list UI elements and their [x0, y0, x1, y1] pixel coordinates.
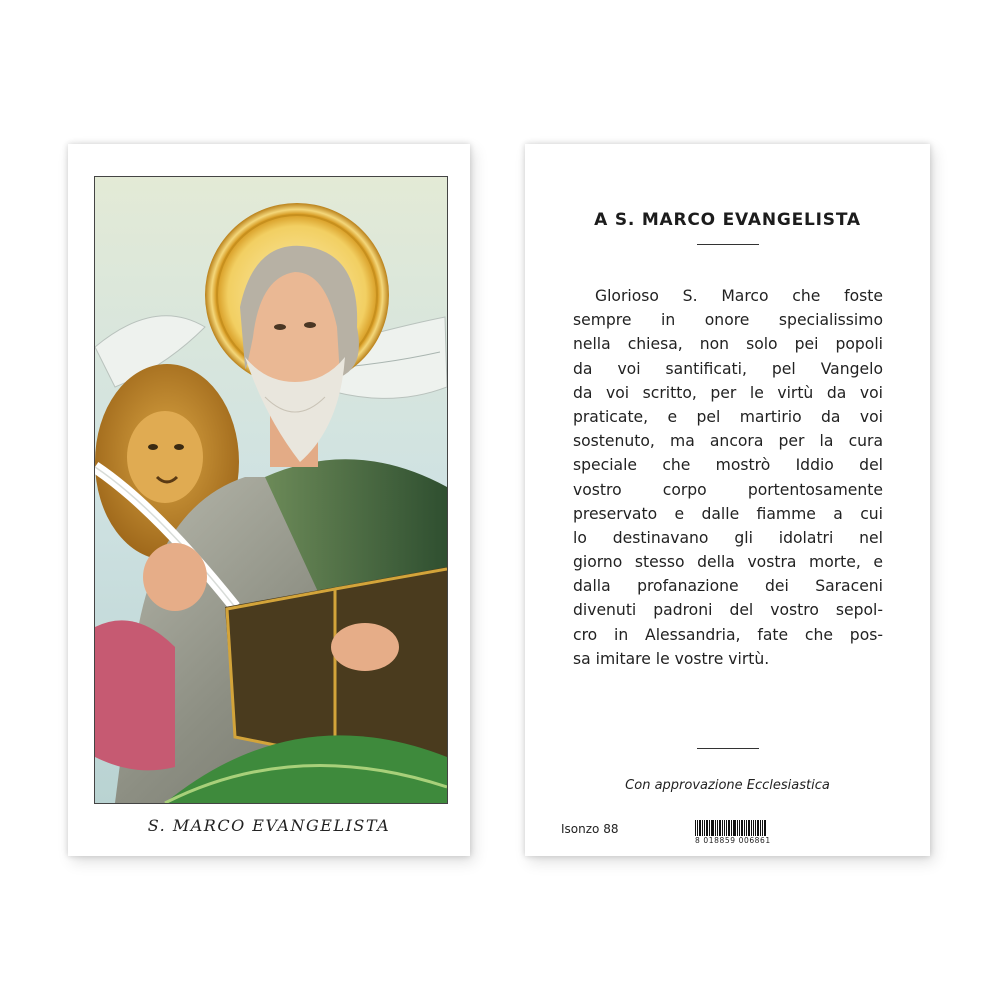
barcode-bar — [722, 820, 723, 836]
prayer-line: da voi santificati, pel Vangelo — [573, 359, 883, 378]
barcode-bar — [741, 820, 743, 836]
front-caption: S. MARCO EVANGELISTA — [147, 816, 391, 835]
barcode-bar — [748, 820, 750, 836]
barcode-bar — [717, 820, 718, 836]
prayer-line: giorno stesso della vostra morte, e — [573, 553, 883, 572]
barcode-bar — [715, 820, 716, 836]
barcode-bar — [757, 820, 759, 836]
prayer-line: da voi scritto, per le virtù da voi — [573, 383, 883, 402]
prayer-line: lo destinavano gli idolatri nel — [573, 528, 883, 547]
barcode-bar — [711, 820, 714, 836]
barcode-bar — [746, 820, 747, 836]
title-divider — [697, 244, 759, 245]
barcode-bar — [695, 820, 696, 836]
barcode — [695, 820, 775, 845]
barcode-bar — [744, 820, 745, 836]
barcode-bar — [724, 820, 725, 836]
barcode-bar — [719, 820, 721, 836]
barcode-bar — [728, 820, 730, 836]
prayer-line: praticate, e pel martirio da voi — [573, 407, 883, 426]
barcode-bar — [731, 820, 732, 836]
barcode-bar — [760, 820, 761, 836]
barcode-bar — [726, 820, 727, 836]
prayer-line: Glorioso S. Marco che foste — [595, 287, 883, 305]
prayer-line: sostenuto, ma ancora per la cura — [573, 432, 883, 451]
prayer-text — [573, 284, 883, 671]
barcode-bar — [753, 820, 754, 836]
barcode-bar — [764, 820, 766, 836]
barcode-bar — [704, 820, 705, 836]
prayer-title: A S. MARCO EVANGELISTA — [594, 210, 861, 230]
prayer-line: divenuti padroni del vostro sepol- — [573, 601, 883, 620]
barcode-bar — [706, 820, 708, 836]
prayer-line: vostro corpo portentosamente — [573, 480, 883, 499]
barcode-bar — [737, 820, 738, 836]
barcode-bar — [702, 820, 703, 836]
barcode-bars — [695, 820, 775, 836]
barcode-bar — [699, 820, 701, 836]
catalog-code: Isonzo 88 — [561, 822, 619, 836]
prayer-line: sempre in onore specialissimo — [573, 311, 883, 330]
prayer-line: nella chiesa, non solo pei popoli — [573, 335, 883, 354]
approval-note: Con approvazione Ecclesiastica — [625, 778, 830, 793]
prayer-line: sa imitare le vostre virtù. — [573, 649, 770, 668]
barcode-number: 8 018859 006861 — [695, 836, 771, 845]
prayer-line: speciale che mostrò Iddio del — [573, 456, 883, 475]
end-divider — [697, 748, 759, 749]
barcode-bar — [755, 820, 756, 836]
back-card — [525, 144, 930, 856]
saint-mark-illustration — [94, 176, 448, 804]
front-card — [68, 144, 470, 856]
barcode-bar — [762, 820, 763, 836]
prayer-line: dalla profanazione dei Saraceni — [573, 577, 883, 596]
barcode-bar — [709, 820, 710, 836]
barcode-bar — [733, 820, 736, 836]
saint-mark-painting — [95, 177, 447, 803]
barcode-bar — [697, 820, 698, 836]
barcode-bar — [751, 820, 752, 836]
prayer-line: cro in Alessandria, fate che pos- — [573, 625, 883, 644]
prayer-line: preservato e dalle fiamme a cui — [573, 504, 883, 523]
barcode-bar — [739, 820, 740, 836]
